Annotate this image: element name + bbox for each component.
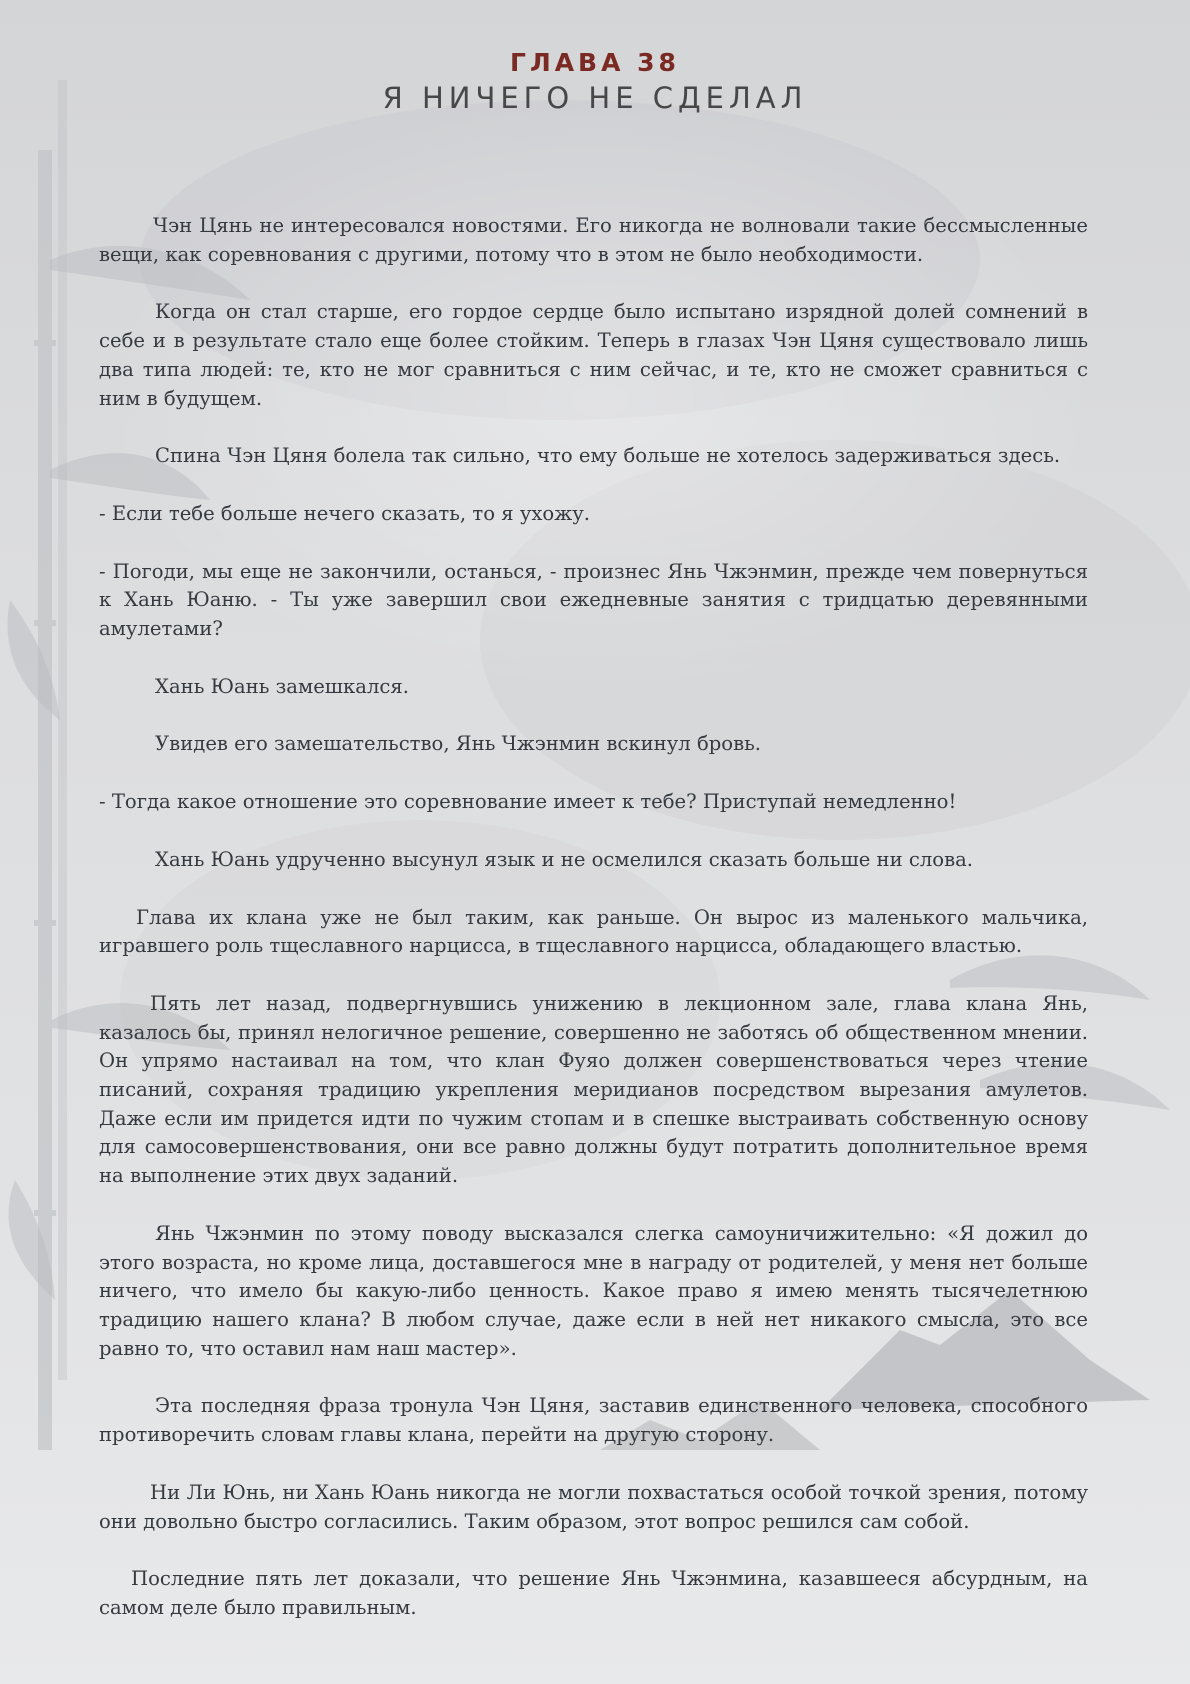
paragraph: - Если тебе больше нечего сказать, то я ухожу. <box>99 501 591 525</box>
paragraph: Когда он стал старше, его гордое сердце было испытано изрядной долей сомнений в себе и в результате стало еще более стойким. Теперь в глазах Чэн Цяня существовало лишь два типа людей: те, кто не мог сравниться с ним сейчас, и те, кто не сможет сравниться с ним в будущем. <box>99 300 1088 410</box>
paragraph: Янь Чжэнмин по этому поводу высказался слегка самоуничижительно: «Я дожил до этого возраста, но кроме лица, доставшегося мне в награду от родителей, у меня нет больше ничего, что имело бы какую-либо ценность. Какое право я имею менять тысячелетнюю традицию нашего клана? В любом случае, даже если в ней нет никакого смысла, это все равно то, что оставил нам наш мастер». <box>99 1221 1088 1360</box>
paragraph: - Погоди, мы еще не закончили, останься, - произнес Янь Чжэнмин, прежде чем повернуться к Хань Юаню. - Ты уже завершил свои ежедневные занятия с тридцатью деревянными амулетами? <box>99 559 1088 641</box>
paragraph: Спина Чэн Цяня болела так сильно, что ему больше не хотелось задерживаться здесь. <box>155 444 1061 468</box>
paragraph: Пять лет назад, подвергнувшись унижению в лекционном зале, глава клана Янь, казалось бы, принял нелогичное решение, совершенно не заботясь об общественном мнении. Он упрямо настаивал на том, что клан Фуяо должен совершенствоваться через чтение писаний, сохраняя традицию укрепления меридианов посредством вырезания амулетов. Даже если им придется идти по чужим стопам и в спешке выстраивать собственную основу для самосовершенствования, они все равно должны будут потратить дополнительное время на выполнение этих двух заданий. <box>99 991 1088 1188</box>
chapter-title: Я НИЧЕГО НЕ СДЕЛАЛ <box>382 81 808 115</box>
paragraph: - Тогда какое отношение это соревнование имеет к тебе? Приступай немедленно! <box>99 790 957 814</box>
paragraph: Эта последняя фраза тронула Чэн Цяня, заставив единственного человека, способного противоречить словам главы клана, перейти на другую сторону. <box>99 1394 1088 1447</box>
paragraph: Хань Юань замешкался. <box>155 674 409 698</box>
paragraph: Хань Юань удрученно высунул язык и не осмелился сказать больше ни слова. <box>155 847 974 871</box>
paragraph: Последние пять лет доказали, что решение Янь Чжэнмина, казавшееся абсурдным, на самом деле было правильным. <box>99 1567 1088 1619</box>
chapter-number: ГЛАВА 38 <box>510 48 680 77</box>
chapter-body <box>99 212 1088 1652</box>
paragraph: Глава их клана уже не был таким, как раньше. Он вырос из маленького мальчика, игравшего роль тщеславного нарцисса, в тщеславного нарцисса, обладающего властью. <box>99 905 1088 958</box>
paragraph: Чэн Цянь не интересовался новостями. Его никогда не волновали такие бессмысленные вещи, как соревнования с другими, потому что в этом не было необходимости. <box>99 214 1088 266</box>
paragraph: Ни Ли Юнь, ни Хань Юань никогда не могли похвастаться особой точкой зрения, потому они довольно быстро согласились. Таким образом, этот вопрос решился сам собой. <box>99 1480 1088 1533</box>
paragraph: Увидев его замешательство, Янь Чжэнмин вскинул бровь. <box>155 732 762 756</box>
